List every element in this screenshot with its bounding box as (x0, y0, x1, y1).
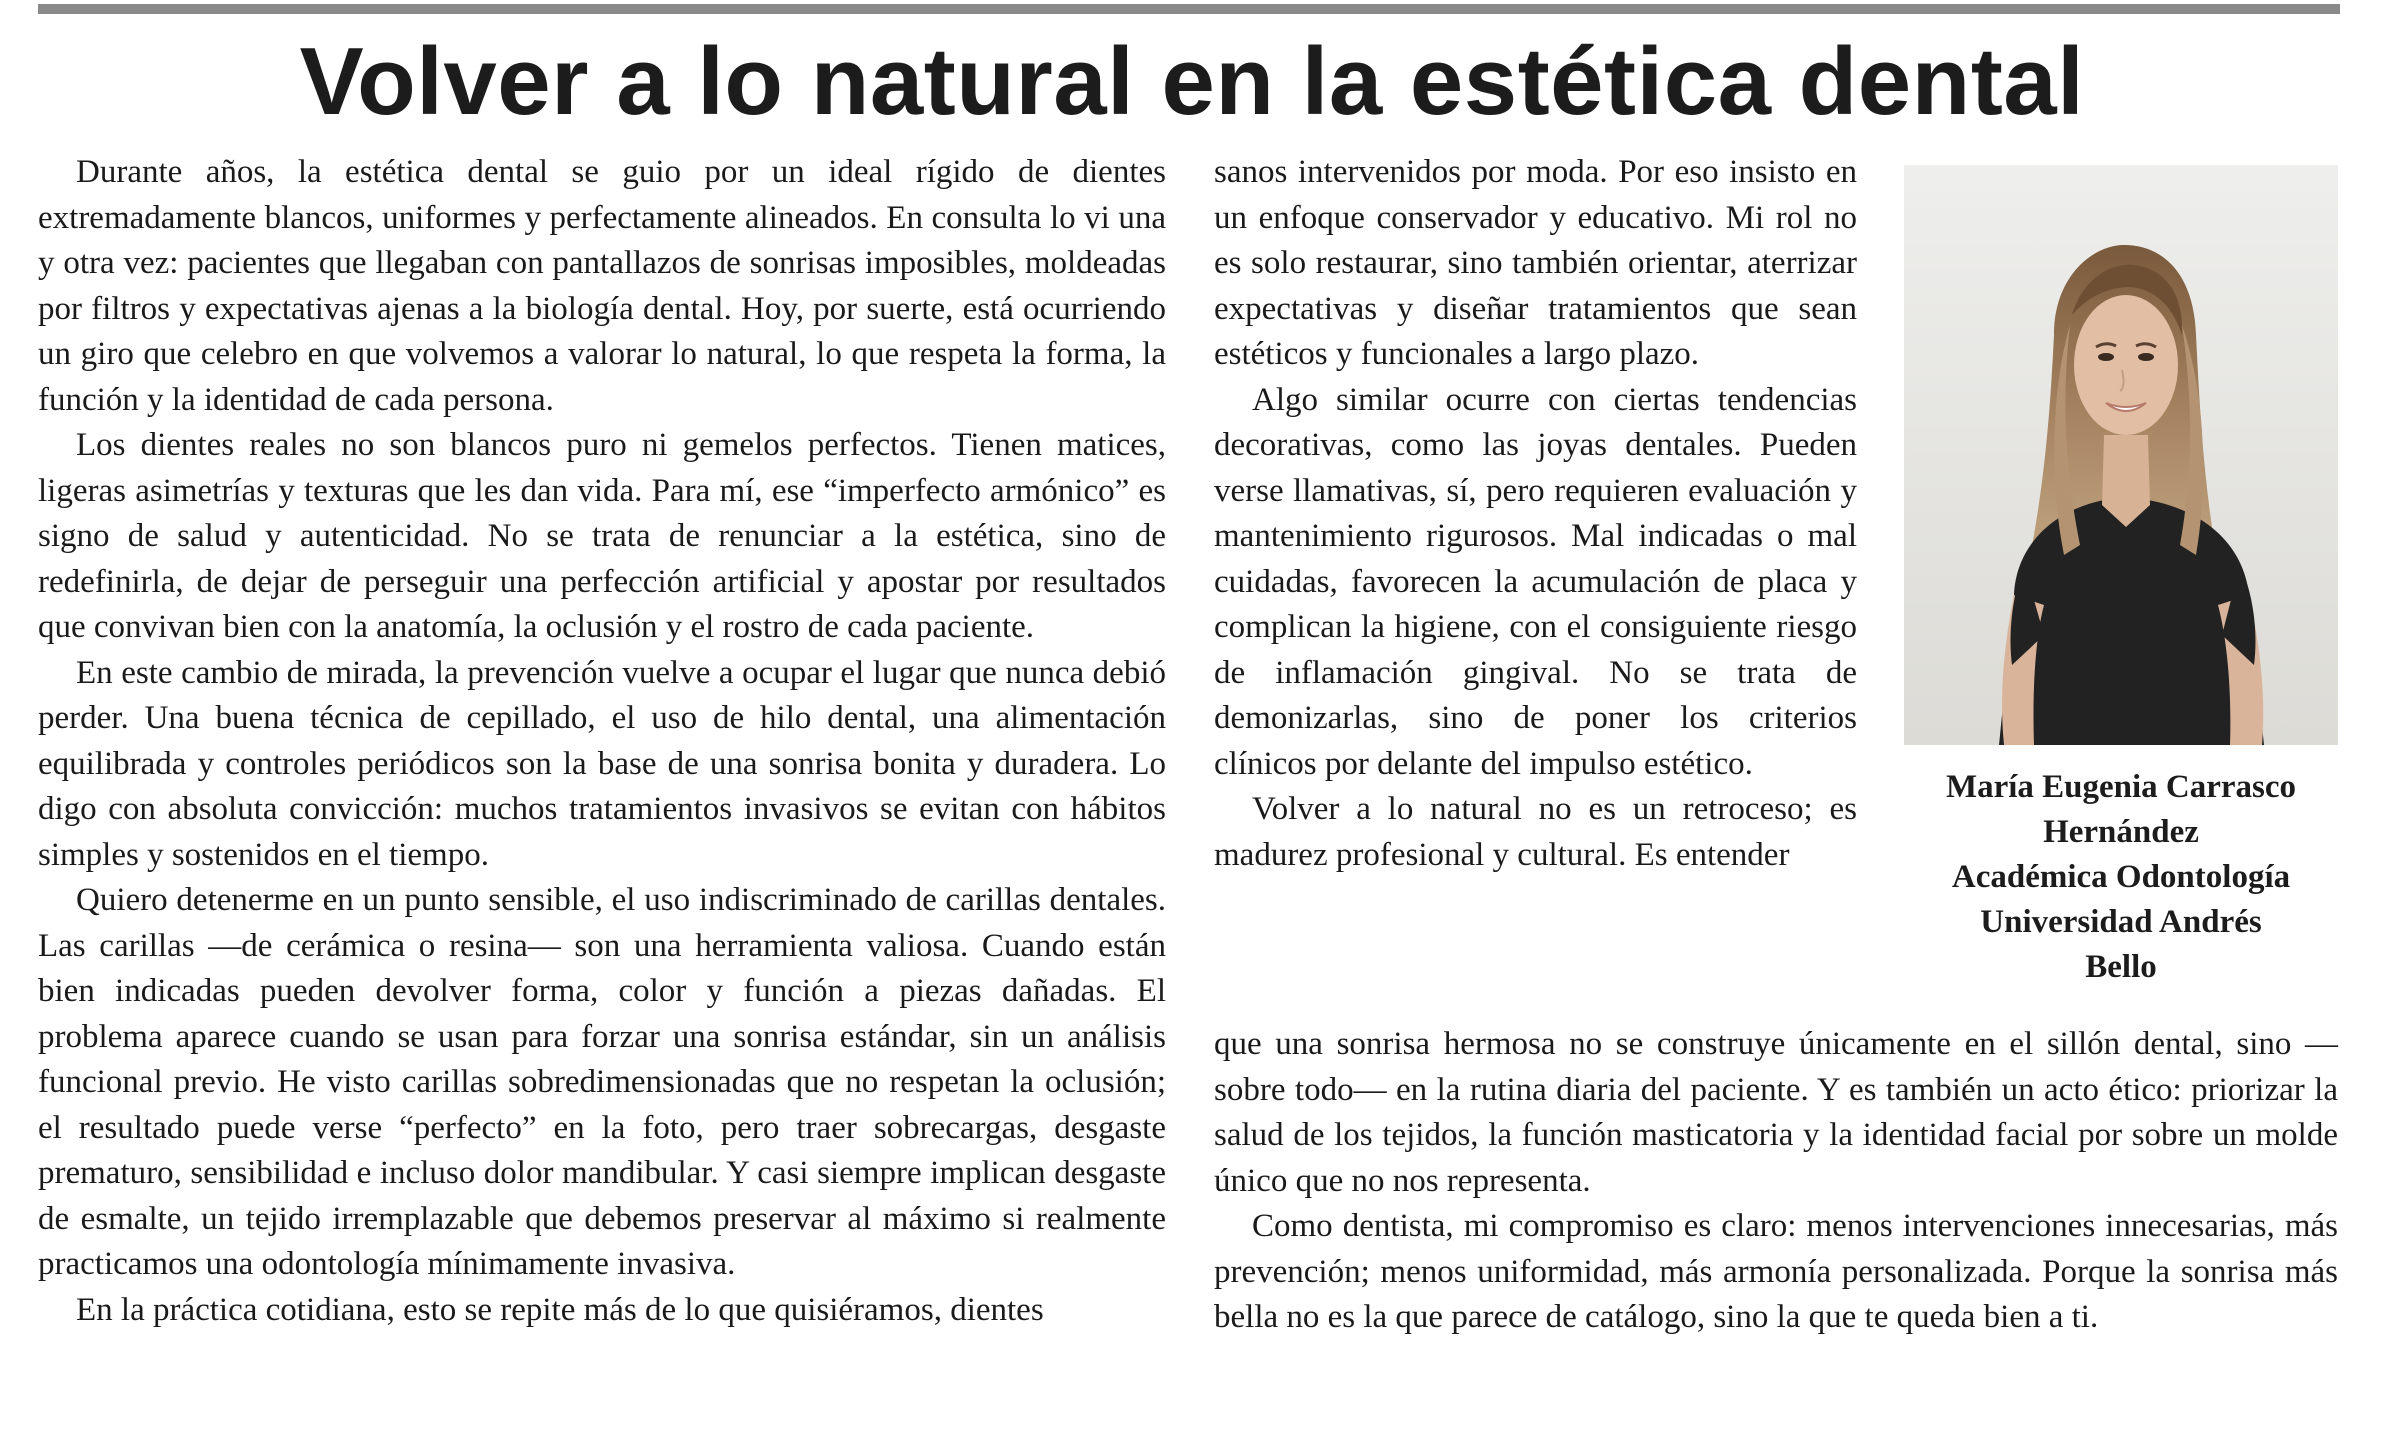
paragraph: Algo similar ocurre con ciertas tendencias decorativas, como las joyas dentales. Pueden verse llamativas, sí, pero requieren evaluación y mantenimiento rigurosos. Mal indicadas o mal cuidadas, favorecen la acumulación de placa y complican la higiene, con el consiguiente riesgo de inflamación gingival. No se trata de demonizarlas, sino de poner los criterios clínicos por delante del impulso estético. (1214, 381, 1857, 782)
paragraph: En la práctica cotidiana, esto se repite más de lo que quisiéramos, dientes (76, 1291, 1044, 1328)
author-role-line: Académica Odontología (1951, 859, 2291, 895)
right-column-top (1214, 150, 1857, 878)
paragraph: Durante años, la estética dental se guio por un ideal rígido de dientes extremadamente blancos, uniformes y perfectamente alineados. En consulta lo vi una y otra vez: pacientes que llegaban con pantallazos de sonrisas imposibles, moldeadas por filtros y expectativas ajenas a la biología dental. Hoy, por suerte, está ocurriendo un giro que celebro en que volvemos a valorar lo natural, lo que respeta la forma, la función y la identidad de cada persona. (38, 154, 1166, 418)
paragraph: sanos intervenidos por moda. Por eso insisto en un enfoque conservador y educativo. Mi rol no es solo restaurar, sino también orientar, aterrizar expectativas y diseñar tratamientos que sean estéticos y funcionales a largo plazo. (1214, 154, 1857, 372)
left-column (38, 150, 1166, 1333)
author-name-line: Hernández (2043, 814, 2199, 850)
right-column-bottom (1214, 1022, 2338, 1341)
portrait-illustration (1904, 165, 2338, 745)
paragraph: Los dientes reales no son blancos puro ni gemelos perfectos. Tienen matices, ligeras asimetrías y texturas que les dan vida. Para mí, ese “imperfecto armónico” es signo de salud y autenticidad. No se trata de renunciar a la estética, sino de redefinirla, de dejar de perseguir una perfección artificial y apostar por resultados que convivan bien con la anatomía, la oclusión y el rostro de cada paciente. (38, 427, 1166, 645)
author-institution-line: Universidad Andrés (1980, 904, 2262, 940)
author-caption (1904, 765, 2338, 990)
author-photo (1904, 165, 2338, 745)
paragraph: Volver a lo natural no es un retroceso; es madurez profesional y cultural. Es entender (1214, 791, 1857, 873)
top-rule (38, 4, 2340, 14)
article-title: Volver a lo natural en la estética dental (299, 28, 2085, 135)
paragraph: Como dentista, mi compromiso es claro: menos intervenciones innecesarias, más prevención; menos uniformidad, más armonía personalizada. Porque la sonrisa más bella no es la que parece de catálogo, sino la que te queda bien a ti. (1214, 1208, 2338, 1335)
paragraph: que una sonrisa hermosa no se construye únicamente en el sillón dental, sino —sobre todo— en la rutina diaria del paciente. Y es también un acto ético: priorizar la salud de los tejidos, la función masticatoria y la identidad facial por sobre un molde único que no nos representa. (1214, 1026, 2338, 1199)
author-name-line: María Eugenia Carrasco (1945, 769, 2297, 805)
paragraph: En este cambio de mirada, la prevención vuelve a ocupar el lugar que nunca debió perder. Una buena técnica de cepillado, el uso de hilo dental, una alimentación equilibrada y controles periódicos son la base de una sonrisa bonita y duradera. Lo digo con absoluta convicción: muchos tratamientos invasivos se evitan con hábitos simples y sostenidos en el tiempo. (38, 654, 1166, 873)
paragraph: Quiero detenerme en un punto sensible, el uso indiscriminado de carillas dentales. Las carillas —de cerámica o resina— son una herramienta valiosa. Cuando están bien indicadas pueden devolver forma, color y función a piezas dañadas. El problema aparece cuando se usan para forzar una sonrisa estándar, sin un análisis funcional previo. He visto carillas sobredimensionadas que no respetan la oclusión; el resultado puede verse “perfecto” en la foto, pero traer sobrecargas, desgaste prematuro, sensibilidad e incluso dolor mandibular. Y casi siempre implican desgaste de esmalte, un tejido irremplazable que debemos preservar al máximo si realmente practicamos una odontología mínimamente invasiva. (38, 882, 1166, 1282)
author-institution-line: Bello (2085, 949, 2157, 985)
